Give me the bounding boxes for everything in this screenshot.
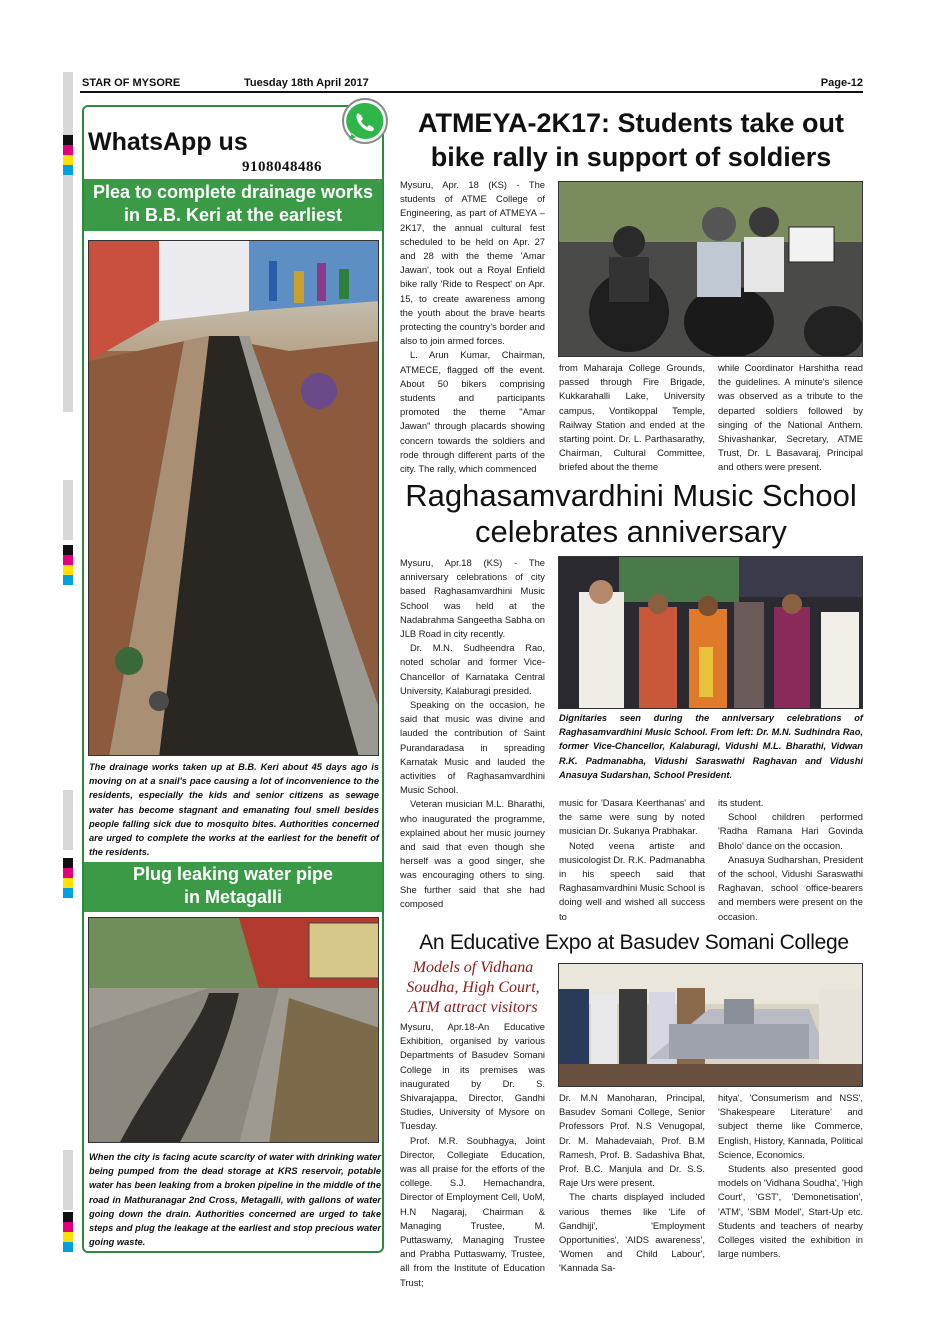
page-number: Page-12 [820,77,863,89]
leaking-pipe-photo [88,917,379,1143]
expo-col3 [718,1091,863,1261]
music-school-headline [392,478,870,550]
music-photo-caption: Dignitaries seen during the anniversary celebrations of Raghasamvardhini Music School. From left: Dr. M.N. Sudhindra Rao, former Vice-Chancellor, Kalaburagi, Vidushi M.L. Bharathi, Vidwan R.K. Padmanabha, Vidushi Saraswathi Raghavan and Vidushi Anasuya Sudarshan, School President. [559,713,863,780]
lamp-lighting-photo [558,556,863,709]
atmeya-headline-line1: ATMEYA-2K17: Students take out [417,108,845,138]
expo-para: Dr. M.N Manoharan, Principal, Basudev Somani College, Senior Professors Prof. N.S Venugopal, Dr. M. Mahadevaiah, Prof. B.M Ramesh, Prof. B. Sadashiva Bhat, Prof. B.C. Manjula and Dr. S.S. Raje Urs were present. [559,1092,705,1189]
drainage-headline-line1: Plea to complete drainage works [92,182,374,202]
music-col3 [718,796,863,924]
music-para: Noted veena artiste and musicologist Dr. R.K. Padmanabha in his speech said that Raghasamvardhini Music School is doing well and wished all success to [559,839,705,922]
pipe-headline-line2: in Metagalli [183,887,282,907]
margin-grey-bar [63,72,73,412]
paper-name: STAR OF MYSORE [82,77,181,89]
music-para: Veteran musician M.L. Bharathi, who inaugurated the programme, explained about her music journey and said that even though she herself was a good singer, she was encouraging others to sing. She further said that she had composed [400,798,545,909]
atmeya-para: while Coordinator Harshitha read the guidelines. A minute's silence was observed as a tribute to the departed soldiers followed by singing of the National Anthem. Shivashankar, Secretary, ATME Trust, Dr. L Basavaraj, Principal and others were present. [718,362,863,473]
music-school-headline-line1: Raghasamvardhini Music School [405,478,857,513]
color-registration-mark [63,135,73,175]
drainage-headline [84,179,382,231]
music-para: Mysuru, Apr.18 (KS) - The anniversary celebrations of city based Raghasamvardhini Music School was held at the Nadabrahma Sangeetha Sabha on JLB Road in city recently. [400,557,545,640]
color-registration-mark [63,1212,73,1252]
whatsapp-title: WhatsApp us [88,128,248,156]
expo-para: The charts displayed included various themes like 'Life of Gandhiji', 'Employment Opportunities', 'AIDS awareness', 'Women and Child Labour', 'Kannada Sa- [559,1191,705,1274]
music-para: Dr. M.N. Sudheendra Rao, noted scholar and former Vice- Chancellor of Karnataka Central University, Kalaburagi presided. [400,642,545,696]
atmeya-headline-line2: bike rally in support of soldiers [430,142,832,172]
expo-kicker-line2: Soudha, High Court, [406,979,540,996]
music-para: Anasuya Sudharshan, President of the school, Vidushi Saraswathi Raghavan, school office-bearers and members were present on the occasion. [718,853,863,922]
atmeya-col3 [718,361,863,475]
color-registration-mark [63,545,73,585]
issue-date: Tuesday 18th April 2017 [244,77,369,89]
music-para: music for 'Dasara Keerthanas' and the same were sung by noted musician Dr. Sukanya Prabhakar. [559,797,705,837]
whatsapp-logo-icon [340,96,390,146]
expo-para: Prof. M.R. Soubhagya, Joint Director, Collegiate Education, was all praise for the efforts of the college. S.J. Hemachandra, Director of Employment Cell, UoM, H.N Nagaraj, Chairman & Managing Trustee, M. Puttaswamy, Managing Trustee and Prabha Puttaswamy, Trustee, all from the Institute of Education Trust; [400,1134,545,1288]
margin-grey-bar [63,480,73,540]
atmeya-headline [398,106,864,174]
music-col2 [559,796,705,924]
masthead-rule [80,91,863,93]
atmeya-para: from Maharaja College Grounds, passed through Fire Brigade, Kukkarahalli Lake, University campus, Vontikoppal Temple, Railway Station and ended at the starting point. Dr. L. Parthasarathy, Chairman, Cultural Committee, briefed about the theme [559,362,705,473]
music-para: School children performed 'Radha Ramana Hari Govinda Bholo' dance on the occasion. [718,811,863,851]
expo-kicker [398,958,548,1018]
drainage-caption: The drainage works taken up at B.B. Keri about 45 days ago is moving on at a snail's pace causing a lot of inconvenience to the residents, especially the kids and senior citizens as sewage water has become stagnant and emanating foul smell besides people falling sick due to mosquito bites. Authorities concerned are urged to complete the works at the earliest for the benefit of the residents. [89,762,379,858]
expo-para: hitya', 'Consumerism and NSS', 'Shakespeare Literature' and subject theme like Commerce, English, History, Kannada, Political Science, Economics. [718,1092,863,1160]
expo-para: Students also presented good models on 'Vidhana Soudha', 'High Court', 'GST', 'Demonetisation', 'ATM', 'SBM Model', Start-Up etc. Students and teachers of nearby Colleges visited the exhibition in large numbers. [718,1163,863,1260]
atmeya-col1 [400,178,545,476]
bike-rally-photo [558,181,863,357]
expo-kicker-line1: Models of Vidhana [412,959,534,976]
pipe-headline [84,862,382,912]
music-school-headline-line2: celebrates anniversary [475,514,787,549]
music-para: Speaking on the occasion, he said that music was divine and lauded the contribution of Saint Purandaradasa in spreading Karnatak Music and lauded the activities of Raghasamvardhini Music School. [400,699,545,796]
expo-col1 [400,1020,545,1290]
margin-grey-bar [63,790,73,850]
margin-grey-bar [63,1150,73,1210]
masthead [80,76,863,90]
expo-para: Mysuru, Apr.18-An Educative Exhibition, organised by various Departments of Basudev Somani College in its premises was inaugurated by Dr. S. Shivarajappa, Director, Gandhi Studies, University of Mysore on Tuesday. [400,1021,545,1132]
pipe-headline-line1: Plug leaking water pipe [132,864,334,884]
drain-photo [88,240,379,756]
expo-model-photo [558,963,863,1087]
atmeya-para: L. Arun Kumar, Chairman, ATMECE, flagged off the event. About 50 bikers comprising students and participants promoted the theme "Amar Jawan" through placards showing concern towards the soldiers and rode through different parts of the city. The rally, which commenced [400,349,545,475]
expo-headline: An Educative Expo at Basudev Somani College [419,931,849,954]
music-col1 [400,556,545,911]
expo-kicker-line3: ATM attract visitors [408,999,538,1016]
color-registration-mark [63,858,73,898]
music-para: its student. [718,797,764,808]
expo-col2 [559,1091,705,1276]
pipe-caption: When the city is facing acute scarcity of water with drinking water being pumped from the dead storage at KRS reservoir, potable water has been leaking from a broken pipeline in the middle of the road in Mathuranagar 2nd Cross, Metagalli, with gallons of water going down the drain. Authorities concerned are urged to take steps and plug the leakage at the earliest and stop precious water going waste. [89,1152,381,1248]
whatsapp-number: 9108048486 [242,159,322,175]
atmeya-col2 [559,361,705,475]
atmeya-para: Mysuru, Apr. 18 (KS) - The students of ATME College of Engineering, as part of ATMEYA – 2K17, the annual cultural fest scheduled to be held on Apr. 27 and 28 with the theme 'Amar Jawan', took out a Royal Enfield bike rally 'Ride to Respect' on Apr. 15, to create awareness among the youth about the brave hearts protecting the country's border and also to join armed forces. [400,179,545,347]
drainage-headline-line2: in B.B. Keri at the earliest [123,205,343,225]
